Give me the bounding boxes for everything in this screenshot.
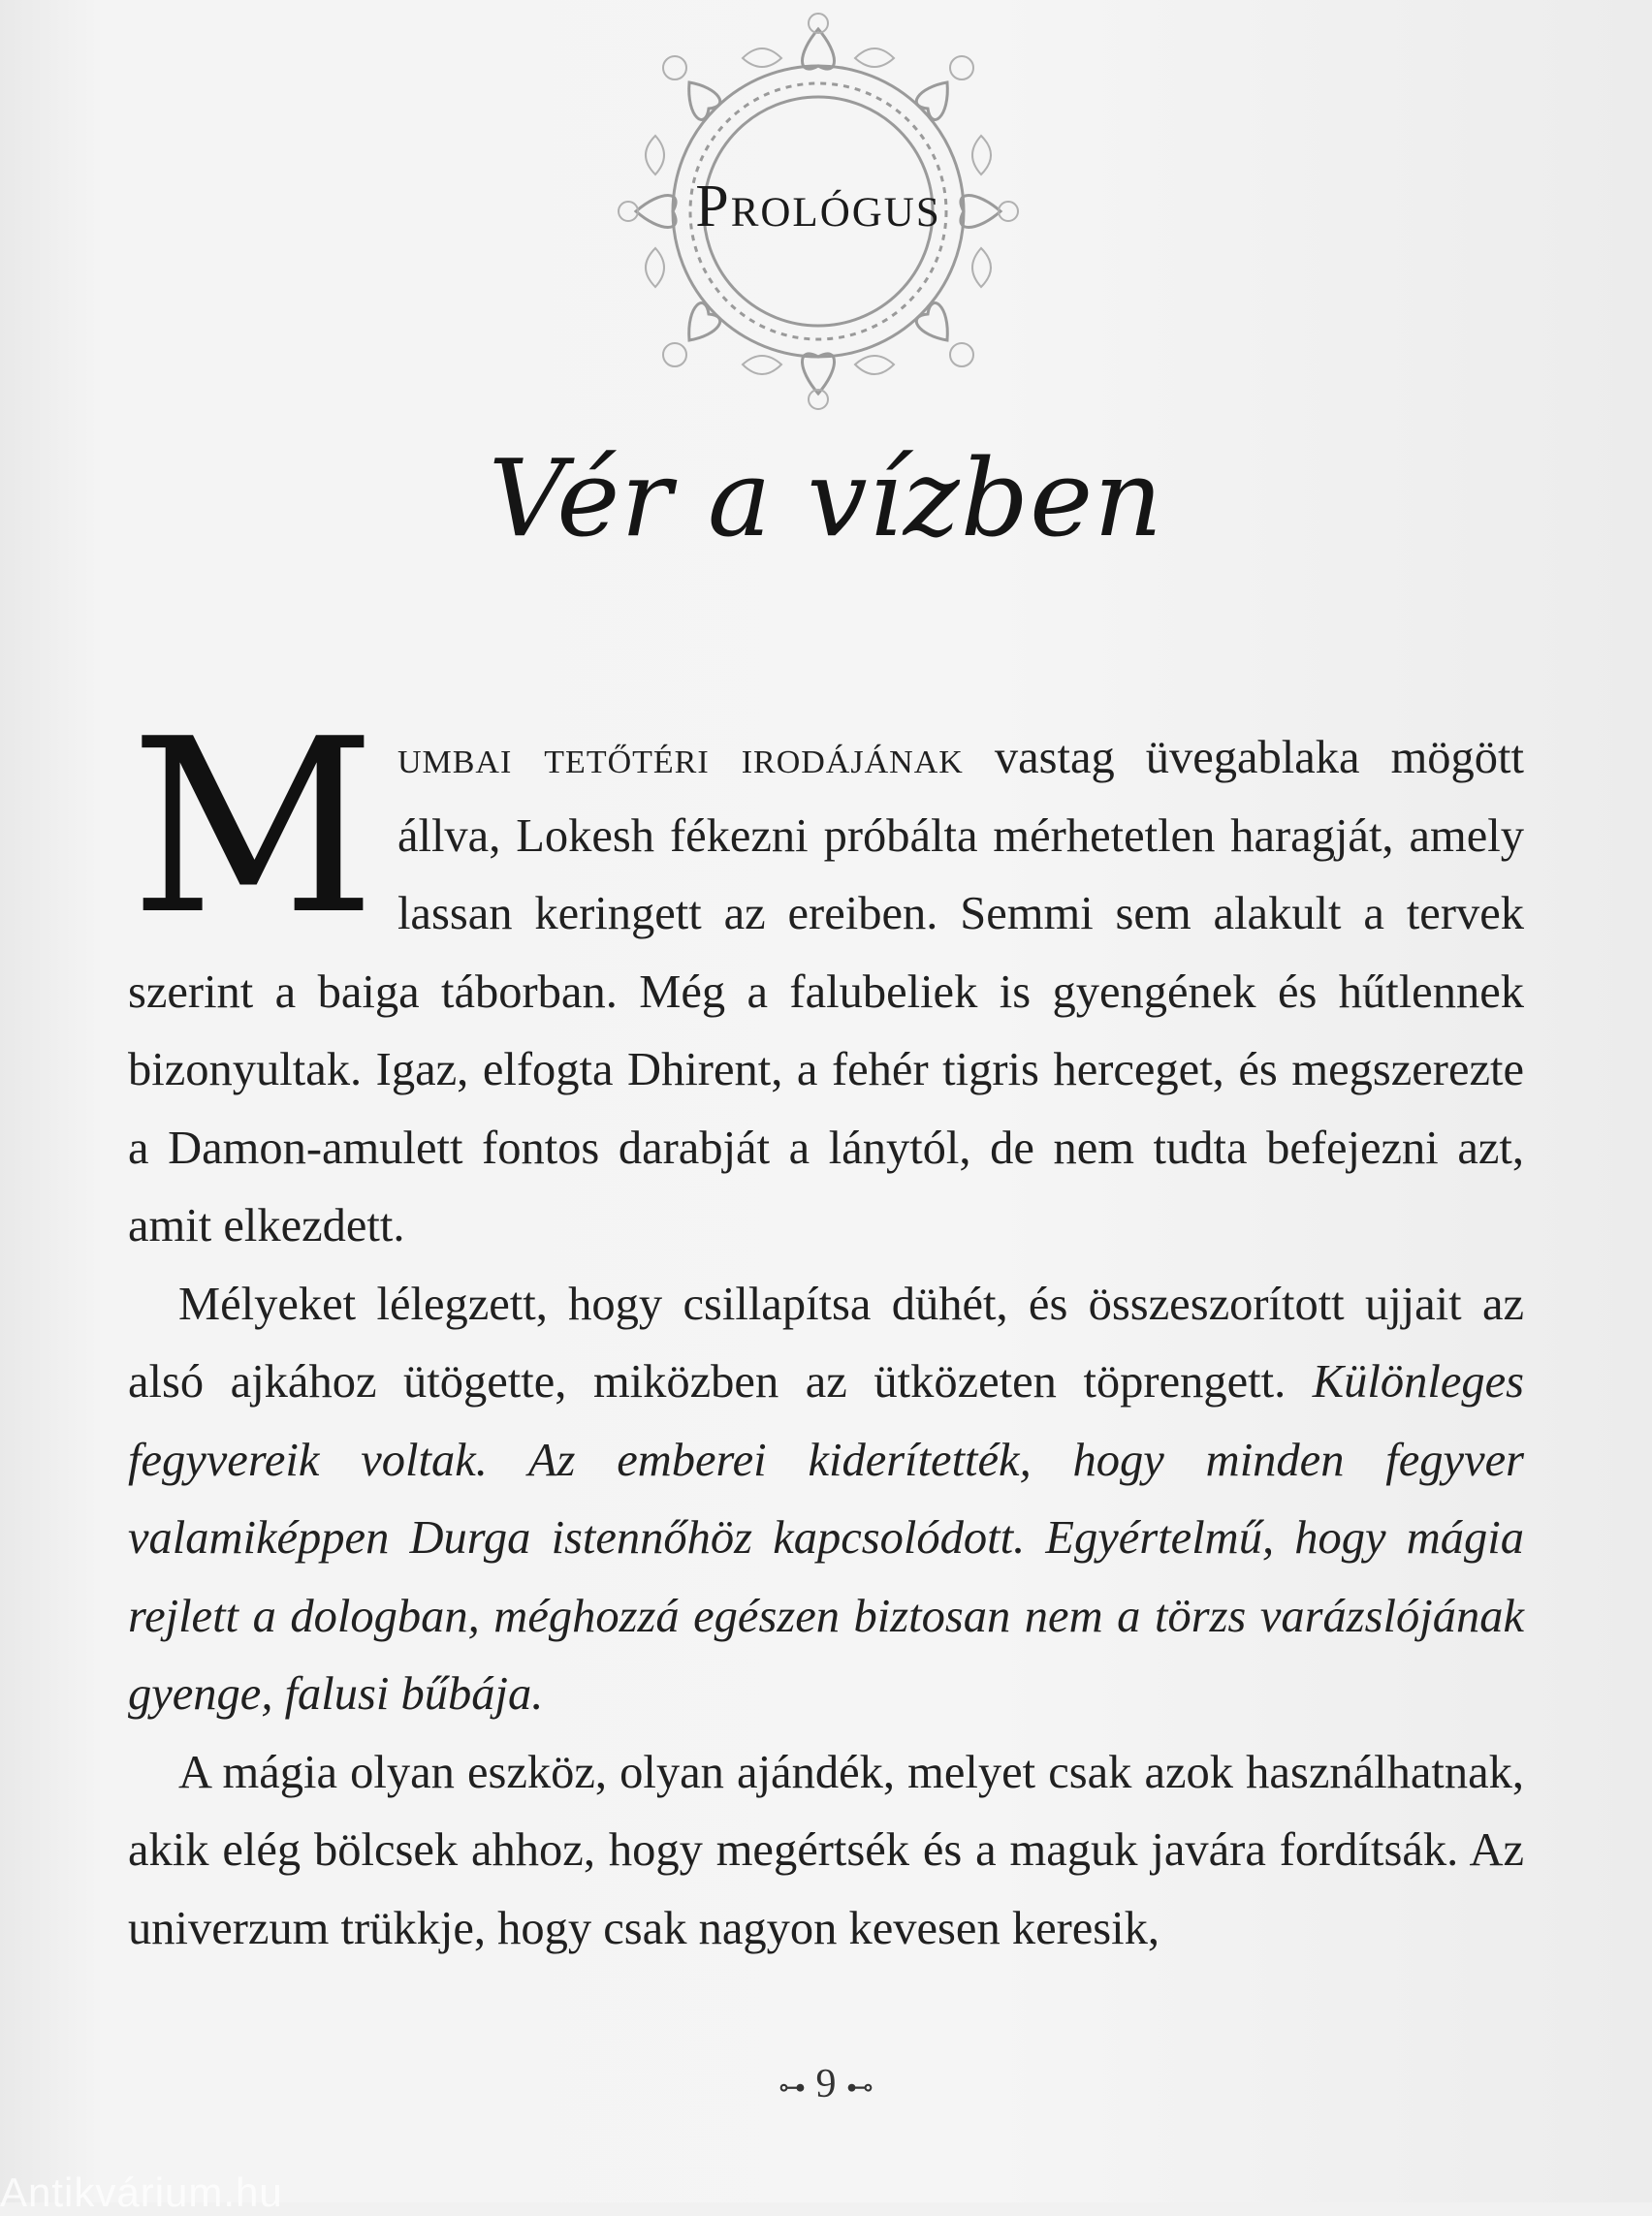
drop-cap: M — [130, 688, 376, 967]
paragraph — [128, 1266, 1524, 1734]
body-text — [128, 688, 1524, 1968]
paragraph-text: A mágia olyan eszköz, olyan ajándék, melyet csak azok használhatnak, akik elég bölcsek ahhoz, hogy megértsék és a maguk javára fordítsák. Az univerzum trükkje, hogy csak nagyon kevesen keresik, — [128, 1746, 1524, 1954]
chapter-title: Vér a vízben — [488, 436, 1164, 560]
page-number — [729, 2061, 923, 2107]
page-number-value: 9 — [815, 2062, 837, 2106]
paragraph-text: vastag üvegablaka mögött állva, Lokesh fékezni próbálta mérhetetlen haragját, amely lassan keringett az ereiben. Semmi sem alakult a tervek szerint a baiga táborban. Még a falubeliek is gyengének és hűtlennek bizonyultak. Igaz, elfogta Dhirent, a fehér tigris herceget, és megszerezte a Damon-amulett fontos darabját a lánytól, de nem tudta befejezni azt, amit elkezdett. — [128, 732, 1524, 1251]
italic-passage: Különleges fegyvereik voltak. Az emberei kiderítették, hogy minden fegyver valamiképpen Durga istennőhöz kapcsolódott. Egyértelmű, hogy mágia rejlett a dologban, méghozzá egészen biztosan nem a törzs varázslójának gyenge, falusi bűbája. — [128, 1356, 1524, 1720]
lead-in-small-caps: umbai tetőtéri irodájának — [397, 732, 964, 783]
chapter-label: Prológus — [695, 174, 941, 239]
paragraph — [128, 1734, 1524, 1969]
watermark: Antikvárium.hu — [0, 2169, 283, 2215]
folio-ornament-right-icon: ⊷ — [846, 2073, 874, 2104]
paragraph — [128, 688, 1524, 1266]
paragraph-text: Mélyeket lélegzett, hogy csillapítsa dühét, és összeszorított ujjait az alsó ajkához ütögette, miközben az ütközeten töprengett. — [128, 1278, 1524, 1408]
folio-ornament-left-icon: ⊶ — [778, 2073, 806, 2104]
